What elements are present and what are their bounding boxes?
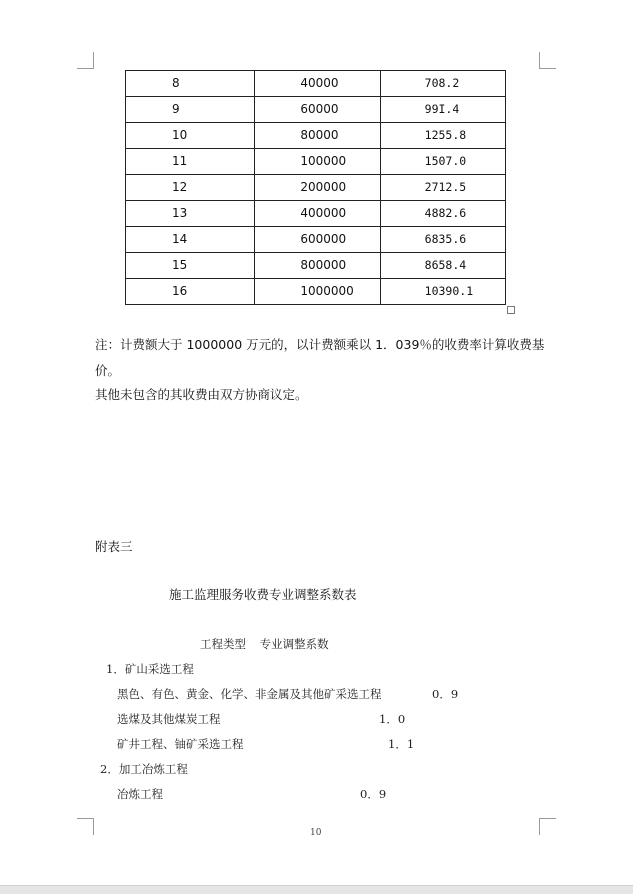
note-line-1: 注：计费额大于 1000000 万元的，以计费额乘以 1．039％的收费率计算收费基 [95,337,545,352]
adjustment-table-header: 工程类型 专业调整系数 [200,637,329,651]
amount-cell: 80000 [255,123,380,149]
item-smelting: 冶炼工程 [117,787,163,801]
row-number-cell: 10 [126,123,255,149]
table-row [126,227,506,253]
note-line-3: 其他未包含的其收费由双方协商议定。 [95,387,308,402]
row-number-cell: 16 [126,279,255,305]
amount-cell: 60000 [255,97,380,123]
fee-cell: 4882.6 [380,201,505,227]
row-number-cell: 15 [126,253,255,279]
row-number-cell: 9 [126,97,255,123]
fee-cell: 1507.0 [380,149,505,175]
table-row [126,71,506,97]
item-ferrous-nonferrous-mining: 黑色、有色、黄金、化学、非金属及其他矿采选工程 [117,687,382,701]
fee-cell: 8658.4 [380,253,505,279]
item-mine-shaft-uranium-coefficient: 1．1 [388,737,415,751]
row-number-cell: 8 [126,71,255,97]
amount-cell: 40000 [255,71,380,97]
page-corner-mark-bottom-left [77,818,94,835]
appendix-label: 附表三 [95,539,133,554]
amount-cell: 400000 [255,201,380,227]
item-coal-preparation: 选煤及其他煤炭工程 [117,712,221,726]
amount-cell: 200000 [255,175,380,201]
table-row [126,201,506,227]
fee-cell: 99I.4 [380,97,505,123]
page-corner-mark-top-left [77,52,94,69]
amount-cell: 1000000 [255,279,380,305]
fee-cell: 10390.1 [380,279,505,305]
row-number-cell: 14 [126,227,255,253]
fee-cell: 2712.5 [380,175,505,201]
amount-cell: 100000 [255,149,380,175]
page-corner-mark-top-right [539,52,556,69]
fee-table [125,70,506,305]
table-row [126,149,506,175]
item-ferrous-nonferrous-mining-coefficient: 0．9 [432,687,459,701]
table-row [126,253,506,279]
category-processing-smelting: 2．加工冶炼工程 [100,762,188,776]
table-row [126,279,506,305]
fee-table-body [126,71,506,305]
amount-cell: 600000 [255,227,380,253]
category-mining: 1．矿山采选工程 [106,662,194,676]
item-smelting-coefficient: 0．9 [360,787,387,801]
row-number-cell: 12 [126,175,255,201]
fee-cell: 1255.8 [380,123,505,149]
fee-cell: 708.2 [380,71,505,97]
table-row [126,175,506,201]
table-resize-handle[interactable] [507,306,515,314]
row-number-cell: 11 [126,149,255,175]
item-coal-preparation-coefficient: 1．0 [379,712,406,726]
note-line-2: 价。 [95,363,121,378]
amount-cell: 800000 [255,253,380,279]
item-mine-shaft-uranium: 矿井工程、铀矿采选工程 [117,737,244,751]
fee-cell: 6835.6 [380,227,505,253]
adjustment-table-title: 施工监理服务收费专业调整系数表 [169,587,357,602]
page-corner-mark-bottom-right [539,818,556,835]
table-row [126,97,506,123]
table-row [126,123,506,149]
row-number-cell: 13 [126,201,255,227]
page-number: 10 [310,828,322,838]
